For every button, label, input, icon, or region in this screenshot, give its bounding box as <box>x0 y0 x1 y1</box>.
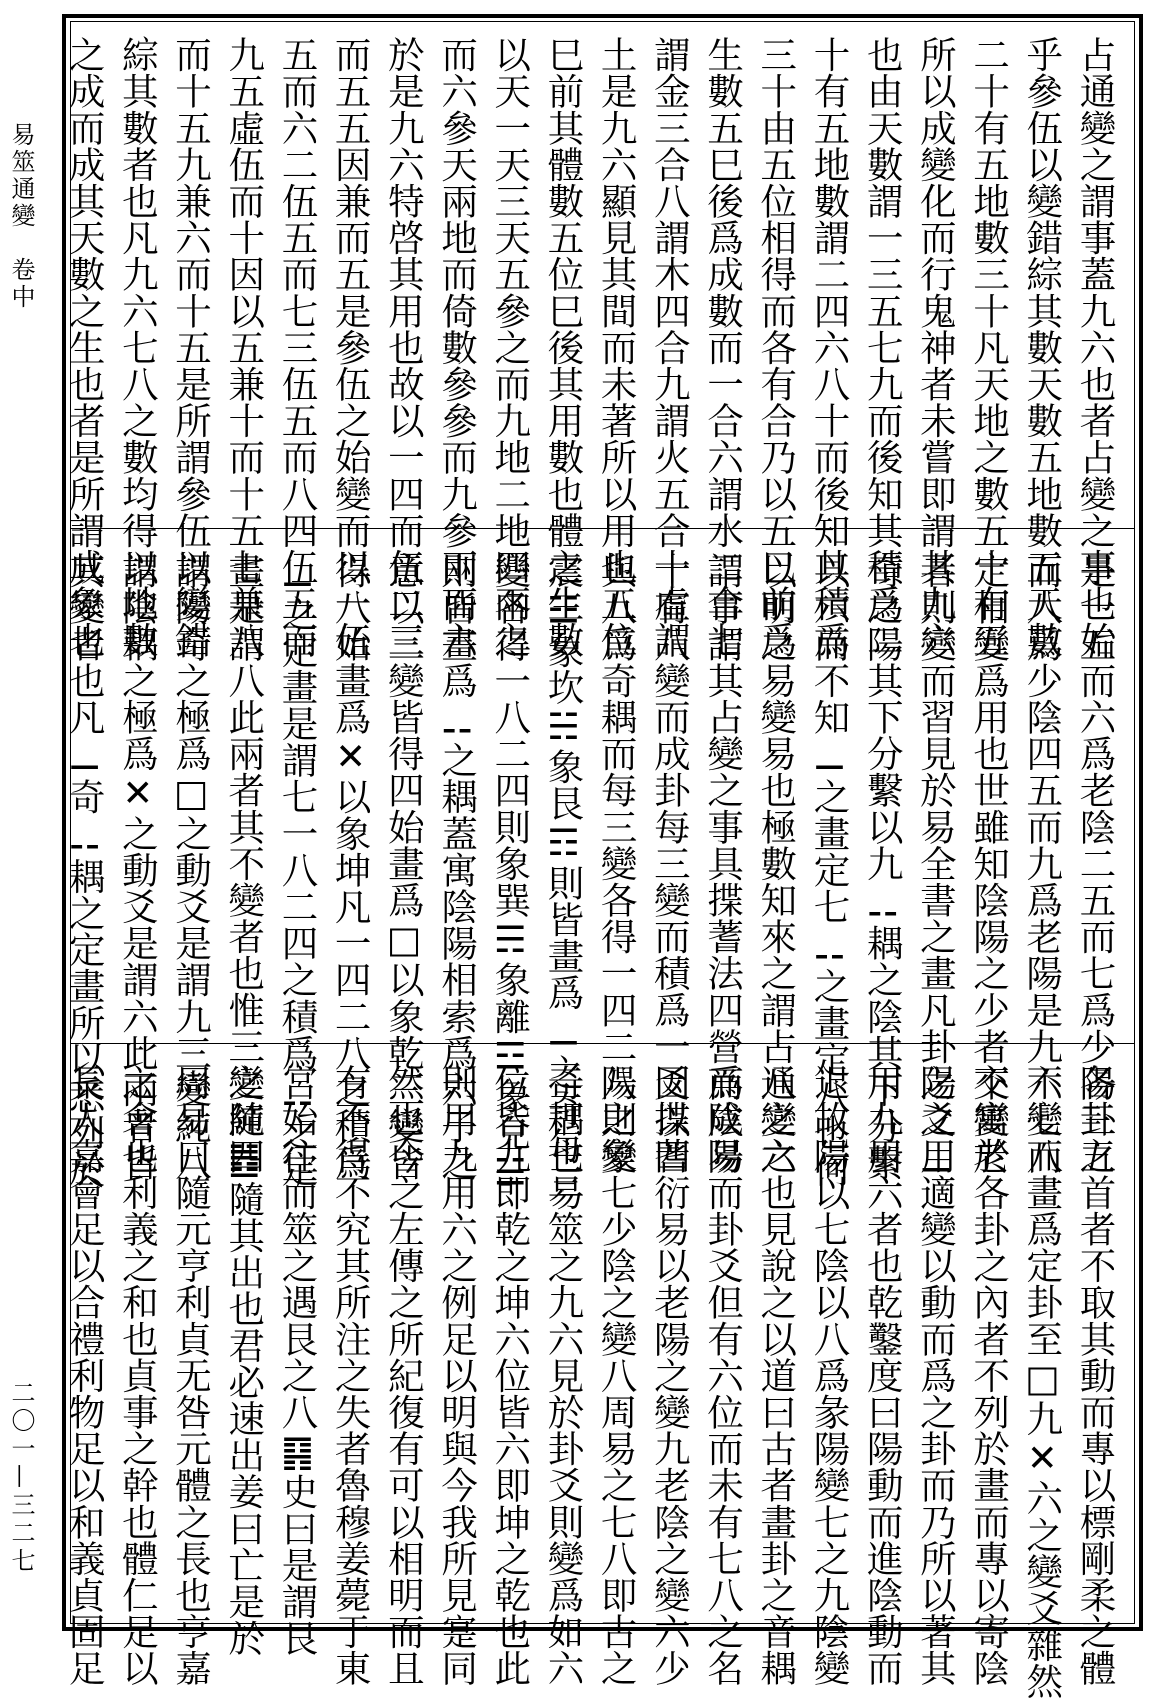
text-column: 奇之陽其下分繫以九⚋耦之陰其下分繫 <box>861 552 905 1181</box>
text-column: 爲陰陽而卦爻但有六位而未有七八之名 <box>701 1064 745 1687</box>
text-band-middle <box>63 552 1122 1201</box>
text-column: 位皆九即乾之坤六位皆六即坤之乾也此 <box>488 1064 532 1687</box>
text-column: 之成而成其天數之生也者是所謂成象也 <box>63 36 107 659</box>
text-column: 陽之用適變以動而爲之卦而乃所以著其 <box>914 1064 958 1687</box>
text-column: 是一五而六爲老陰二五而七爲少陽三五 <box>1074 552 1117 1175</box>
text-column: 用九用六者也乾鑿度曰陽動而進陰動而 <box>861 1064 905 1687</box>
running-title: 易筮通變 卷中 <box>7 122 35 311</box>
text-column: 然也今之左傳之所紀復有可以相明而且 <box>382 1064 426 1687</box>
text-column: 者則變而習見於易全書之畫凡卦之爻⚊ <box>914 552 958 1181</box>
page-number: 二〇一—三二七 <box>7 1380 35 1576</box>
text-column: 占通變之謂事蓋九六也者占變之事也始 <box>1074 36 1117 659</box>
text-column: 與八爲奇耦而每三變各得一四二八則象 <box>595 552 639 1175</box>
text-column: 也由天數謂一三五七九而後知其積爲二 <box>861 36 905 659</box>
text-column: 五而六二伍五而七三伍五而八四伍五而 <box>275 36 319 659</box>
text-column: 畫是謂八此兩者其不變者也惟三變純四 <box>222 552 266 1175</box>
text-column: 而五五因兼而五是參伍之始變而以一伍 <box>329 36 373 659</box>
text-column: 謂陽奇之極爲□之動爻是謂九三變純八 <box>169 552 213 1181</box>
text-column: 十有五地數謂二四六八十而後知其積爲 <box>807 36 851 659</box>
text-column: 以天一天三天五參之而九地二地四兩之 <box>488 36 532 659</box>
text-column: 之隨䷐隨其出也君必速出姜曰亡是於 <box>222 1064 266 1657</box>
text-column: 乎參伍以變錯綜其數天數五地數五天數 <box>1020 36 1064 659</box>
text-column: 長人嘉會足以合禮利物足以和義貞固足 <box>63 1064 107 1687</box>
text-column: 而六參天兩地而倚數參參而九參兩而六 <box>435 36 479 659</box>
text-column: 奇耦也易筮之九六見於卦爻則變爲如六 <box>541 1064 585 1687</box>
text-column: 之會也利義之和也貞事之幹也體仁足以 <box>116 1064 160 1687</box>
text-column: 謂陰耦之極爲✕之動爻是謂六此兩者皆 <box>116 552 160 1181</box>
text-column: 交寓於各卦之內者不列於畫而專以寄陰 <box>967 1064 1011 1687</box>
text-column: 則用九用六之例足以明與今我所見寔同 <box>435 1064 479 1687</box>
text-column: 八之六也見說之以道曰古者畫卦之音耦 <box>754 1064 798 1687</box>
text-column: 震☳象坎☵象艮☶則皆畫爲⚊之奇每三 <box>541 552 585 1201</box>
text-band-lower <box>63 1064 1122 1699</box>
text-band-upper <box>63 36 1122 659</box>
text-column: 有不得不究其所注之失者魯穆姜薨于東 <box>329 1064 373 1687</box>
text-column: 綜其數者也凡九六七八之數均得以地數 <box>116 36 160 659</box>
text-column: 九五虛伍而十因以五兼十而十五七兼八 <box>222 36 266 659</box>
text-column: 因揲蓍衍易以老陽之變九老陰之變六少 <box>648 1064 692 1687</box>
text-column: 土是九六顯見其間而未著所以用也五位 <box>595 36 639 659</box>
text-column: 以六而不知⚊之畫定七⚋之畫定八也何 <box>807 552 851 1188</box>
text-column: 而八爲少陰四五而九爲老陽是九六七八 <box>1020 552 1064 1175</box>
text-column: 所以成變化而行鬼神者未嘗即謂其九六 <box>914 36 958 659</box>
text-column: 十有八變而成卦每三變而積爲一爻以四 <box>648 552 692 1175</box>
text-column: 變各得一八二四則象巽☴象離☲象兌☱ <box>488 552 532 1194</box>
text-column: 謂事謂其占變之事具揲蓍法四營而成易 <box>701 552 745 1175</box>
text-column: 宮始往而筮之遇艮之八䷳史曰是謂艮 <box>275 1064 319 1657</box>
text-column: 於是九六特啓其用也故以一四而伍二三 <box>382 36 426 659</box>
text-column: 生數五巳後爲成數而一合六謂水二合七 <box>701 36 745 659</box>
text-column: 陽之變七少陰之變八周易之七八即古之 <box>595 1064 639 1687</box>
text-column: 退故陽以七陰以八爲彖陽變七之九陰變 <box>807 1064 851 1687</box>
text-column: 二十有五地數三十凡天地之數五十有五 <box>967 36 1011 659</box>
text-column: 謂金三合八謂木四合九謂火五合十虛謂 <box>648 36 692 659</box>
text-column: 以明之易變易也極數知來之謂占通變之 <box>754 552 798 1175</box>
text-column: 三十由五位相得而各有合乃以五巳前爲 <box>754 36 798 659</box>
text-column: 不變而畫爲定卦至□九✕六之變爻雜然 <box>1020 1064 1064 1699</box>
text-column: 巳前其體數五位巳後其用數也體之生數 <box>541 36 585 659</box>
text-column: 周易曰隨元亨利貞无咎元體之長也亨嘉 <box>169 1064 213 1687</box>
text-column: 意以三變皆得四始畫爲□以象乾三變皆 <box>382 552 426 1181</box>
text-column: 而十五九兼六而十五是所謂參伍以變錯 <box>169 36 213 659</box>
text-column: 其變者也凡⚊奇⚋耦之定畫所以悉列於 <box>63 552 107 1188</box>
text-column: 則皆畫爲⚋之耦蓋寓陰陽相索爲六子之 <box>435 552 479 1181</box>
text-column: 定相變爲用也世雖知陰陽之少者不變老 <box>967 552 1011 1175</box>
text-column: 得八始畫爲✕以象坤凡一四二八之積爲 <box>329 552 373 1181</box>
text-column: ⚊之定畫是謂七一八二四之積爲⚋之定 <box>275 552 319 1188</box>
text-column: 各卦之首者不取其動而專以標剛柔之體 <box>1074 1064 1117 1687</box>
